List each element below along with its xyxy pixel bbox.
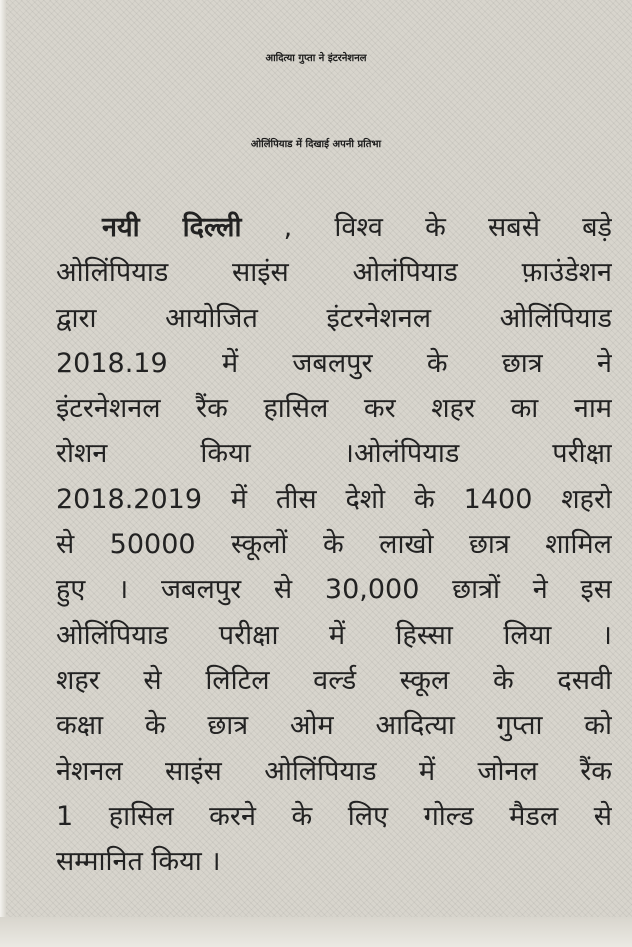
article-line-13: नेशनल साइंस ओलिंपियाड में जोनल रैंक [56,755,612,787]
article-line-11: शहर से लिटिल वर्ल्ड स्कूल के दसवी [56,664,612,696]
article-body [56,205,612,884]
article-line-9: हुए । जबलपुर से 30,000 छात्रों ने इस [56,574,612,606]
dateline: नयी दिल्ली [102,212,242,243]
article-line-6: रोशन किया ।ओलंपियाड परीक्षा [56,438,612,470]
article-line-5: इंटरनेशनल रैंक हासिल कर शहर का नाम [56,393,612,425]
article-line-1 [56,205,612,250]
article-line-3: द्वारा आयोजित इंटरनेशनल ओलिंपियाड [56,302,612,334]
article-line-10: ओलिंपियाड परीक्षा में हिस्सा लिया । [56,619,612,651]
headline-line-2: ओलिंपियाड में दिखाई अपनी प्रतिभा [250,139,382,150]
article-line-8: से 50000 स्कूलों के लाखो छात्र शामिल [56,529,612,561]
article-line-15: सम्मानित किया । [56,846,221,878]
article-line-2: ओलिंपियाड साइंस ओलंपियाड फ़ाउंडेशन [56,257,612,289]
article-line-12: कक्षा के छात्र ओम आदित्या गुप्ता को [56,710,612,742]
article-line-1-text: , विश्व के सबसे बड़े [241,212,612,243]
article-line-4: 2018.19 में जबलपुर के छात्र ने [56,347,612,379]
article-line-14: 1 हासिल करने के लिए गोल्ड मैडल से [56,800,612,832]
article-line-7: 2018.2019 में तीस देशो के 1400 शहरो [56,483,612,515]
headline-line-1: आदित्या गुप्ता ने इंटरनेशनल [265,53,367,64]
paper-edge-bottom [0,917,632,947]
